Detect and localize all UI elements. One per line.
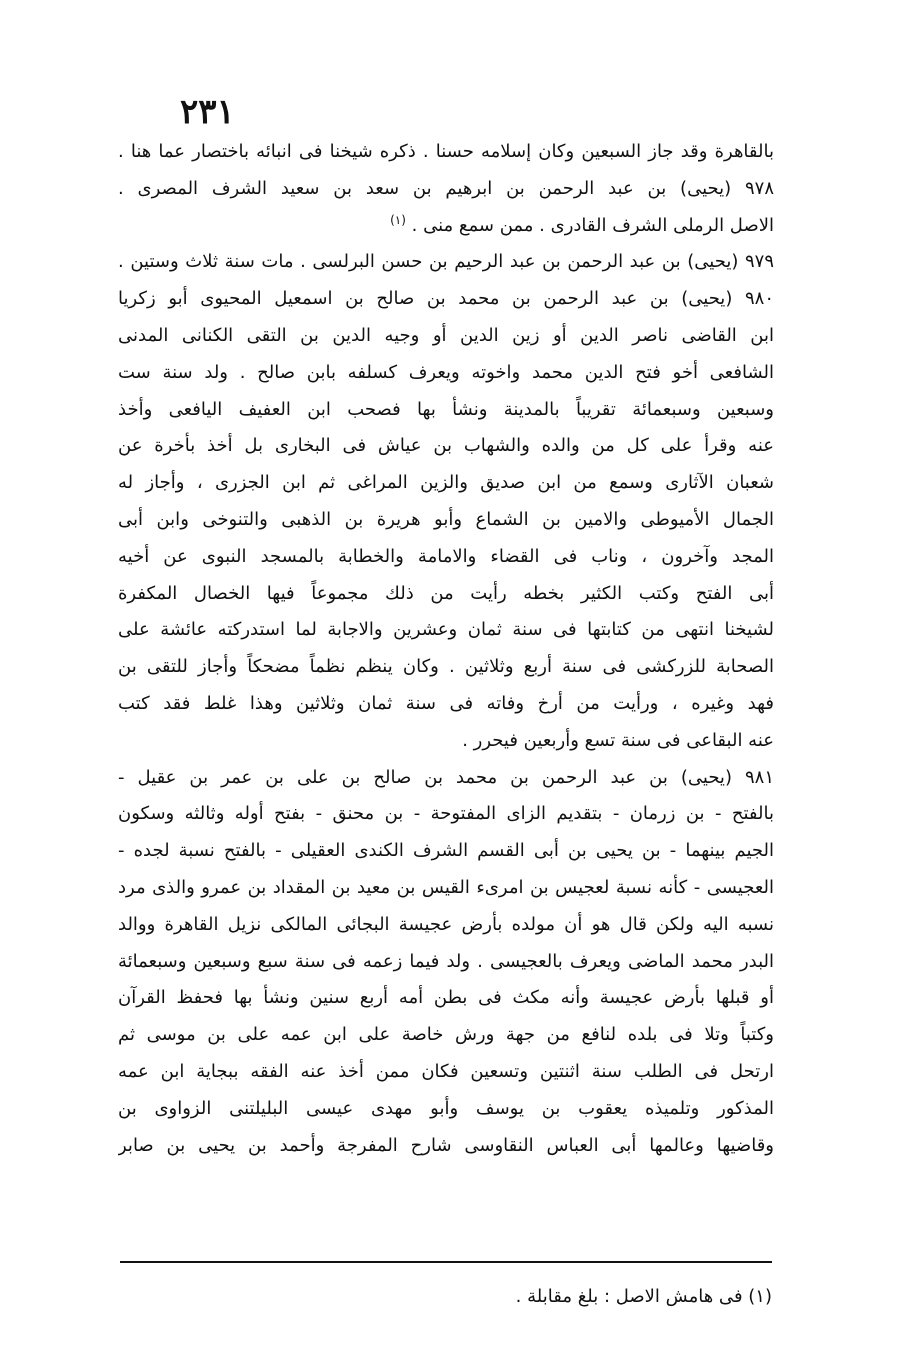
text-line: ٩٧٨ (يحيى) بن عبد الرحمن بن ابرهيم بن سعد بن سعيد الشرف المصرى . [118,177,774,199]
text-line: بالقاهرة وقد جاز السبعين وكان إسلامه حسنا . ذكره شيخنا فى انبائه باختصار عما هنا . [118,141,774,162]
text-line: ٩٨١ (يحيى) بن عبد الرحمن بن محمد بن صالح بن على بن عمر بن عقيل - [118,766,774,788]
text-line: ارتحل فى الطلب سنة اثنتين وتسعين فكان ممن أخذ عنه الفقه ببجاية ابن عمه [118,1060,774,1082]
text-line: أبى الفتح وكتب الكثير بخطه رأيت من ذلك مجموعاً فيها الخصال المكفرة [118,582,774,604]
text-line: الاصل الرملى الشرف القادرى . ممن سمع منى . [411,214,774,236]
text-line: نسبه اليه ولكن قال هو أن مولده بأرض عجيسة البجائى المالكى نزيل القاهرة ووالد [118,913,774,935]
footnote-divider [120,1261,772,1263]
text-line: الشافعى أخو فتح الدين محمد واخوته ويعرف كسلفه بابن صالح . ولد سنة ست [118,361,774,383]
text-line: أو قبلها بأرض عجيسة وأنه مكث فى بطن أمه أربع سنين ونشأ بها فحفظ القرآن [118,987,774,1009]
text-line: ٩٧٩ (يحيى) بن عبد الرحمن بن عبد الرحيم بن حسن البرلسى . مات سنة ثلاث وستين . [118,251,774,273]
text-line-with-footnote [118,208,774,245]
text-line: وكتباً وتلا فى بلده لنافع من جهة ورش خاصة على ابن عمه على بن موسى ثم [118,1024,774,1046]
text-line: عنه وقرأ على كل من والده والشهاب بن عياش فى البخارى بل أخذ بأخرة عن [118,435,774,457]
text-line: لشيخنا انتهى من كتابتها فى سنة ثمان وعشرين والاجابة لما استدركته عائشة على [118,619,774,641]
text-line: بالفتح - بن زرمان - بتقديم الزاى المفتوحة - بن محنق - بفتح أوله وثالثه وسكون [118,803,774,825]
page-number: ٢٣١ [180,92,235,132]
text-line: البدر محمد الماضى ويعرف بالعجيسى . ولد فيما زعمه فى سنة سبع وسبعين وسبعمائة [118,950,774,972]
text-line: الجيم بينهما - بن يحيى بن أبى القسم الشرف الكندى العقيلى - بالفتح نسبة لجده - [118,840,774,862]
text-line: العجيسى - كأنه نسبة لعجيس بن امرىء القيس بن معيد بن المقداد بن عمرو والذى مرد [118,876,774,898]
text-line: ابن القاضى ناصر الدين أو زين الدين أو وجيه الدين بن التقى الكنانى المدنى [118,324,774,346]
text-line: شعبان الآثارى وسمع من ابن صديق والزين المراغى ثم ابن الجزرى ، وأجاز له [118,472,774,494]
text-line: الصحابة للزركشى فى سنة أربع وثلاثين . وكان ينظم نظماً مضحكاً وأجاز للتقى بن [118,656,774,678]
text-line: الجمال الأميوطى والامين بن الشماع وأبو هريرة بن الذهبى والتنوخى وابن أبى [118,508,774,530]
text-line: المجد وآخرون ، وناب فى القضاء والامامة والخطابة بالمسجد النبوى عن أخيه [118,545,774,567]
text-line: ٩٨٠ (يحيى) بن عبد الرحمن بن محمد بن صالح بن اسمعيل المحيوى أبو زكريا [118,288,774,310]
footnote: (١) فى هامش الاصل : بلغ مقابلة . [515,1286,772,1307]
text-line: فهد وغيره ، ورأيت من أرخ وفاته فى سنة ثمان وثلاثين وهذا غلط فقد كتب [118,692,774,714]
text-line: المذكور وتلميذه يعقوب بن يوسف وأبو مهدى عيسى البليلتنى الزواوى بن [118,1097,774,1119]
text-line: وقاضيها وعالمها أبى العباس النقاوسى شارح المفرجة وأحمد بن يحيى بن صابر [118,1134,774,1156]
text-line: عنه البقاعى فى سنة تسع وأربعين فيحرر . [462,729,774,751]
footnote-marker: (١) [390,212,406,227]
body-text [118,134,774,1164]
text-line: وسبعين وسبعمائة تقريباً بالمدينة ونشأ بها فصحب ابن العفيف اليافعى وأخذ [118,398,774,420]
